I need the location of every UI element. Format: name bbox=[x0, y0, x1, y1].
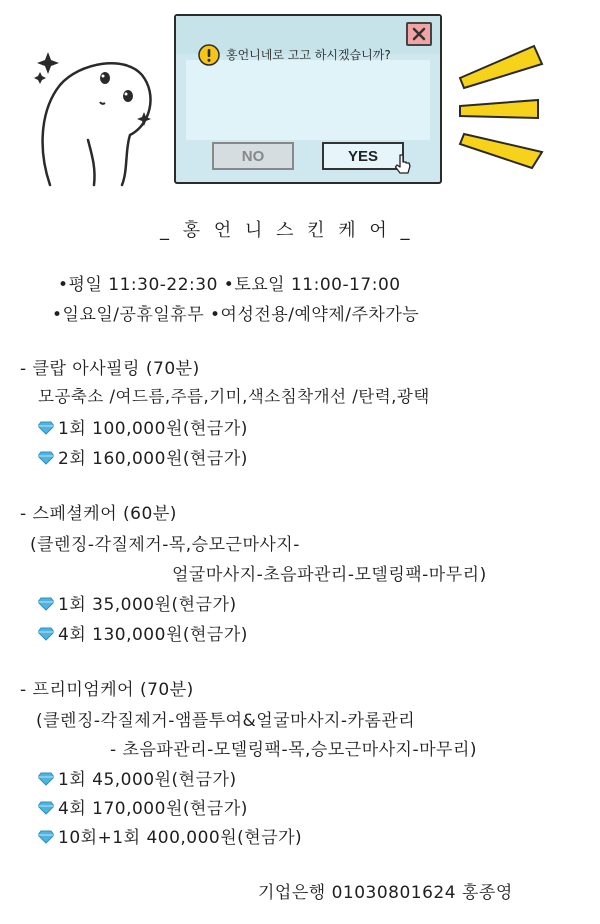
section-title: - 프리미엄케어 (70분) bbox=[20, 680, 194, 700]
section-description: 얼굴마사지-초음파관리-모델링팩-마무리) bbox=[172, 565, 487, 585]
close-button[interactable] bbox=[406, 22, 432, 46]
section-description: 모공축소 /여드름,주름,기미,색소침착개선 /탄력,광택 bbox=[38, 387, 430, 406]
price-text: 2회 160,000원(현금가) bbox=[58, 449, 248, 469]
price-text: 1회 45,000원(현금가) bbox=[58, 770, 237, 790]
price-item bbox=[38, 414, 248, 439]
diamond-icon bbox=[38, 801, 54, 815]
price-text: 10회+1회 400,000원(현금가) bbox=[58, 828, 303, 848]
diamond-icon bbox=[38, 772, 54, 786]
price-text: 4회 130,000원(현금가) bbox=[58, 625, 248, 645]
no-button[interactable]: NO bbox=[212, 142, 294, 170]
pointer-cursor-icon bbox=[394, 154, 412, 176]
price-item bbox=[38, 765, 237, 790]
section-description: (클렌징-각질제거-목,승모근마사지- bbox=[30, 535, 300, 555]
diamond-icon bbox=[38, 627, 54, 641]
warning-icon bbox=[198, 44, 220, 66]
section-description: - 초음파관리-모델링팩-목,승모근마사지-마무리) bbox=[110, 740, 477, 760]
price-item bbox=[38, 590, 237, 615]
dialog-body bbox=[186, 60, 430, 140]
brand-title: _ 홍 언 니 스 킨 케 어 _ bbox=[160, 220, 414, 241]
diamond-icon bbox=[38, 830, 54, 844]
price-item bbox=[38, 620, 248, 645]
section-description: (클렌징-각질제거-앰플투여&얼굴마사지-카롬관리 bbox=[36, 711, 416, 731]
mascot-illustration bbox=[30, 40, 170, 190]
bank-account-info: 기업은행 01030801624 홍종영 bbox=[258, 883, 513, 903]
price-item bbox=[38, 444, 248, 469]
diamond-icon bbox=[38, 597, 54, 611]
diamond-icon bbox=[38, 451, 54, 465]
close-icon bbox=[412, 27, 426, 41]
dialog-message: 홍언니네로 고고 하시겠습니까? bbox=[226, 48, 391, 62]
section-title: - 스페셜케어 (60분) bbox=[20, 504, 177, 524]
diamond-icon bbox=[38, 421, 54, 435]
section-title: - 클랍 아사필링 (70분) bbox=[20, 359, 200, 379]
closing-info: •일요일/공휴일휴무 •여성전용/예약제/주차가능 bbox=[52, 305, 420, 325]
yes-button[interactable]: YES bbox=[322, 142, 404, 170]
price-item bbox=[38, 794, 248, 819]
confirm-dialog bbox=[174, 14, 442, 184]
price-text: 1회 100,000원(현금가) bbox=[58, 419, 248, 439]
price-text: 4회 170,000원(현금가) bbox=[58, 799, 248, 819]
price-item bbox=[38, 823, 302, 848]
sparkle-icon bbox=[37, 52, 59, 74]
price-text: 1회 35,000원(현금가) bbox=[58, 595, 237, 615]
emphasis-rays-icon bbox=[456, 40, 546, 170]
business-hours: •평일 11:30-22:30 •토요일 11:00-17:00 bbox=[58, 275, 401, 295]
